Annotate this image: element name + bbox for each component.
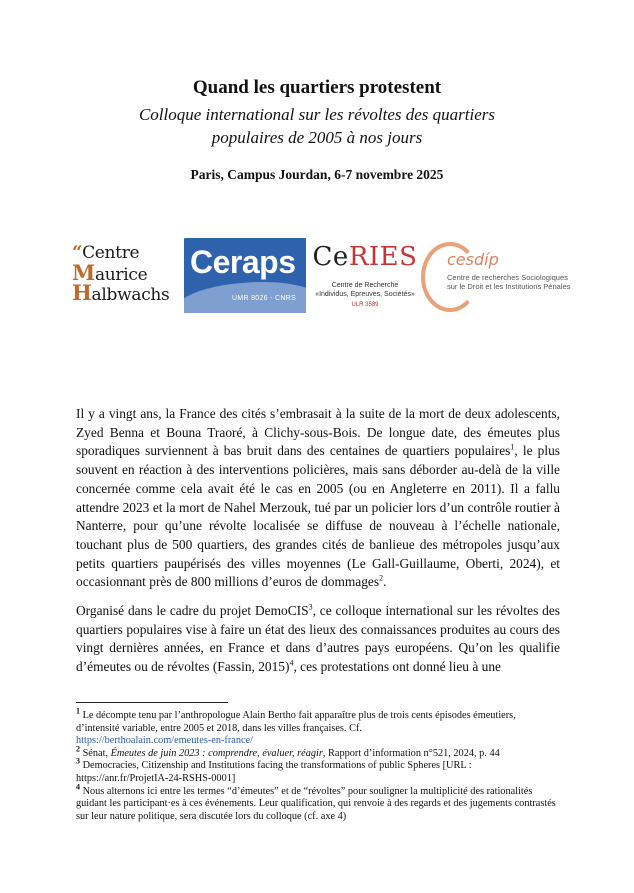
cmh-initial-h: H [72,280,92,305]
ceries-wordmark [311,242,419,272]
footnote-2-text-a: Sénat, [80,747,111,759]
p2-text-a: Organisé dans le cadre du projet DemoCIS [76,603,309,619]
ceries-subtitle-1: Centre de Recherche [331,282,399,289]
footnote-4 [76,782,560,824]
body-text [76,405,560,687]
footnote-1-link[interactable]: https://berthoalain.com/emeutes-en-france/ [76,735,253,747]
cmh-line-1: Centre [82,243,140,263]
ceries-subtitle-2: «Individus, Epreuves, Sociétés» [315,291,415,298]
p1-text-b: , le plus souvent en réaction à des interventions policières, mais sans déborder au-delà de la ville concernée comme cela avait été le cas en 2005 (ou en Angleterre en 2011). Il a fallu attendre 2023 et la mort de Nahel Merzouk, tué par un policier lors d’un contrôle routier à Nanterre, pour qu’une révolte localisée se diffuse de nouveau à l’échelle nationale, touchant plus de 500 quartiers, des grandes cités de banlieue des métropoles jusqu’aux petits quartiers paupérisés des villes moyennes (Le Gall-Guillaume, Oberti, 2024), et occasionnant près de 800 millions d’euros de dommages [76,443,561,590]
p1-text-c: . [383,574,387,590]
footnote-ref-4: 4 [289,658,294,668]
footnote-2-text-b: , Rapport d’information n°521, 2024, p. 44 [322,747,500,759]
footnote-4-number: 4 [76,782,80,792]
cmh-line-2: aurice [94,265,148,285]
ceraps-logo [184,238,306,313]
cmh-line-3: albwachs [91,285,170,305]
subtitle-line-2: populaires de 2005 à nos jours [211,128,423,147]
footnote-2-report-title: Émeutes de juin 2023 : comprendre, évaluer, réagir [110,747,323,759]
ceraps-wordmark: Ceraps [190,244,296,280]
footnote-1-text: Le décompte tenu par l’anthropologue Alain Bertho fait apparaître plus de trois cents épisodes émeutiers, d’intensité variable, entre 2005 et 2018, dans les villes françaises. Cf. [76,710,516,734]
ceries-word-b: RIES [348,242,418,272]
footnote-2-number: 2 [76,744,80,754]
ceraps-umr: UMR 8026 - CNRS [231,295,296,302]
document-subtitle [0,103,634,149]
centre-maurice-halbwachs-logo [68,238,180,313]
footnote-ref-2: 2 [379,573,384,583]
footnote-ref-1: 1 [510,442,515,452]
footnote-3-text: Democracies, Citizenship and Institutions facing the transformations of public Spheres [URL : https://anr.fr/ProjetIA-24-RSHS-0001] [76,760,472,784]
p2-text-b: , ce colloque international sur les révoltes des quartiers populaires vise à faire un état des lieux des connaissances produites au cours des vingt dernières années, en France et dans d’autres pays européens. Qu’on les qualifie d’émeutes ou de révoltes (Fassin, 2015) [76,603,560,675]
cesdip-logo [421,238,573,313]
p1-text-a: Il y a vingt ans, la France des cités s’embrasait à la suite de la mort de deux adolescents, Zyed Benna et Bouna Traoré, à Clichy-sous-Bois. De longue date, des émeutes plus sporadiques surviennent à bas bruit dans des centaines de quartiers populaires [76,406,560,459]
paragraph-2 [76,602,560,677]
p2-text-c: , ces protestations ont donné lieu à une [293,659,501,675]
footnote-3 [76,756,560,785]
cmh-initial-m: M [72,260,95,285]
ceries-word-a: Ce [312,242,349,272]
ceries-logo [311,238,419,313]
footnote-separator [76,702,228,703]
document-title: Quand les quartiers protestent [192,77,442,98]
cesdip-wordmark: cesdíp [447,250,499,269]
paragraph-1 [76,405,560,592]
cmh-quote-mark: “ [72,242,83,263]
footnote-ref-3: 3 [308,602,313,612]
event-location-date: Paris, Campus Jourdan, 6-7 novembre 2025 [190,167,444,182]
footnote-1 [76,706,560,748]
footnote-2 [76,744,560,761]
footnote-1-number: 1 [76,706,80,716]
cesdip-subtitle: Centre de recherches Sociologiques sur le Droit et les Institutions Pénales [447,273,571,291]
footnote-4-text: Nous alternons ici entre les termes “d’émeutes” et de “révoltes” pour souligner la multiplicité des rationalités guidant les participant·es à ces événements. Leur qualification, qui renvoie à des regards et des jugements contrastés sur leur nature politique, sera discutée lors du colloque (cf. axe 4) [76,785,556,822]
subtitle-line-1: Colloque international sur les révoltes des quartiers [138,105,496,124]
partner-logos [68,238,573,313]
footnote-3-number: 3 [76,756,80,766]
ceries-ulr: ULR 3589 [351,302,379,308]
footnotes [76,706,560,823]
